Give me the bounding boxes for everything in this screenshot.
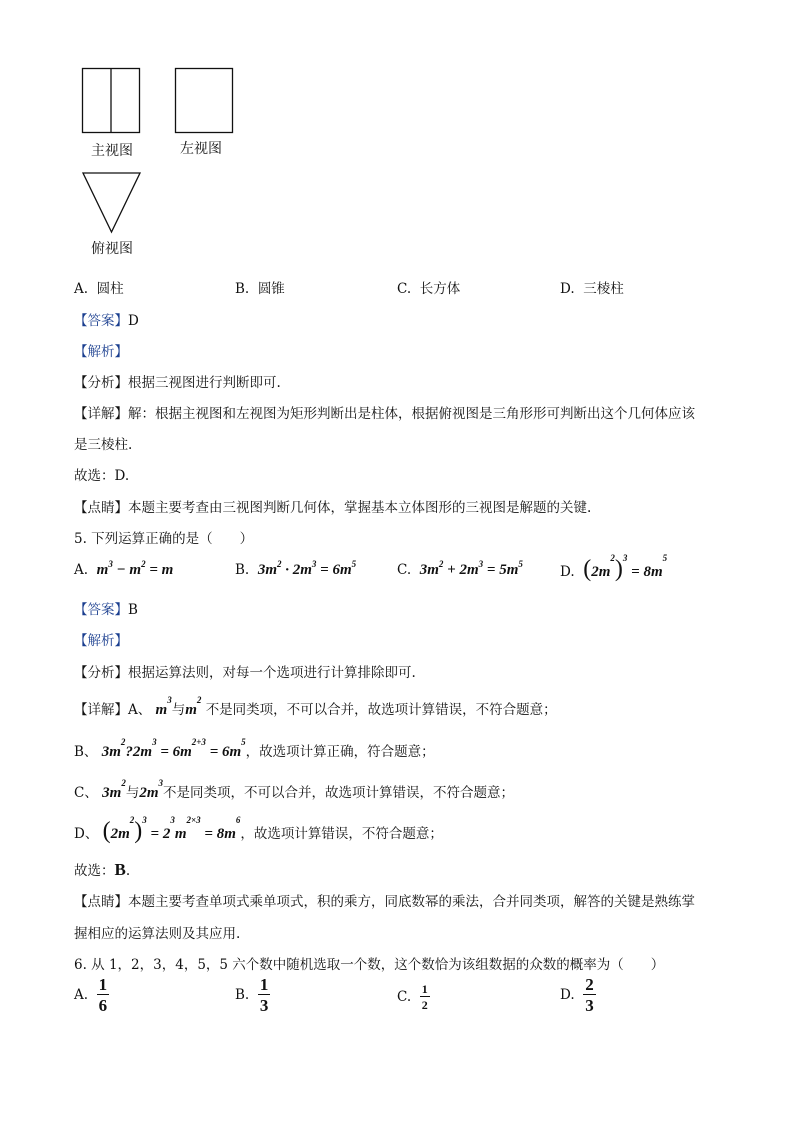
q4-option-a: A. 圆柱 [74, 281, 124, 297]
q6-option-d: D. $\frac{2}{3}$ [560, 975, 594, 1015]
q5-option-a-formula: $m^3 - m^2 = m$ [96, 559, 174, 578]
q6-stem: 6. 从 1，2，3，4，5，5 六个数中随机选取一个数，这个数恰为该组数据的众数的概率为（ ） [74, 957, 665, 973]
q5-option-b-formula: $3m^2 \cdot 2m^3 = 6m^5$ [257, 559, 357, 578]
q4-xiangjie-2: 是三棱柱. [74, 437, 133, 453]
top-view-label: 俯视图 [91, 241, 133, 257]
left-view-figure [173, 66, 235, 138]
q5-detail-a: 【详解】A、 $m^3$与$m^2$ 不是同类项，不可以合并，故选项计算错误，不符合题意； [74, 695, 557, 718]
q5-fenxi: 【分析】根据运算法则，对每一个选项进行计算排除即可. [74, 665, 416, 681]
q5-stem: 5. 下列运算正确的是（ ） [74, 531, 254, 547]
q5-detail-b: B、 $3m^2?2m^3 = 6m^{2+3} = 6m^5$，故选项计算正确，符合题意； [74, 737, 435, 760]
q6-option-c: C. $\frac{1}{2}$ [397, 982, 428, 1012]
q5-option-d-formula: $(2m^2)^3 = 8m^5$ [583, 553, 668, 582]
front-view-figure [80, 66, 144, 138]
q5-analysis-tag: 【解析】 [74, 633, 128, 649]
q5-final-choice: 故选：B. [74, 860, 131, 879]
q4-option-b: B. 圆锥 [235, 281, 285, 297]
q4-option-c: C. 长方体 [397, 281, 461, 297]
q5-option-d: D. $(2m^2)^3 = 8m^5$ [560, 553, 668, 582]
left-view-label: 左视图 [180, 141, 222, 157]
q6-option-b: B. $\frac{1}{3}$ [235, 975, 269, 1015]
q5-dianjing-1: 【点睛】本题主要考查单项式乘单项式，积的乘方，同底数幂的乘法，合并同类项，解答的关键是熟练掌 [74, 894, 695, 910]
front-view-label: 主视图 [91, 143, 133, 159]
top-view-figure [80, 170, 144, 236]
q5-detail-c: C、 $3m^2$与$2m^3$不是同类项，不可以合并，故选项计算错误，不符合题意； [74, 778, 514, 801]
q4-fenxi: 【分析】根据三视图进行判断即可. [74, 375, 281, 391]
q5-detail-d: D、 $(2m^2)^3 = 2^3m^{2\times 3} = 8m^6$，故选项计算错误，不符合题意； [74, 815, 443, 844]
q6-option-a: A. $\frac{1}{6}$ [74, 975, 108, 1015]
q4-xiangjie-1: 【详解】解：根据主视图和左视图为矩形判断出是柱体，根据俯视图是三角形形可判断出这个几何体应该 [74, 406, 695, 422]
q4-analysis-tag: 【解析】 [74, 344, 128, 360]
q5-option-c-formula: $3m^2 + 2m^3 = 5m^5$ [419, 559, 523, 578]
q5-option-a: A. $m^3 - m^2 = m$ [74, 559, 174, 578]
q4-answer: 【答案】D [74, 313, 139, 329]
q5-answer: 【答案】B [74, 602, 138, 618]
q4-final-choice: 故选：D. [74, 468, 130, 484]
q4-dianjing: 【点睛】本题主要考查由三视图判断几何体，掌握基本立体图形的三视图是解题的关键. [74, 500, 592, 516]
q4-option-d: D. 三棱柱 [560, 281, 624, 297]
q5-option-c: C. $3m^2 + 2m^3 = 5m^5$ [397, 559, 523, 578]
q5-option-b: B. $3m^2 \cdot 2m^3 = 6m^5$ [235, 559, 357, 578]
q5-dianjing-2: 握相应的运算法则及其应用. [74, 926, 241, 942]
